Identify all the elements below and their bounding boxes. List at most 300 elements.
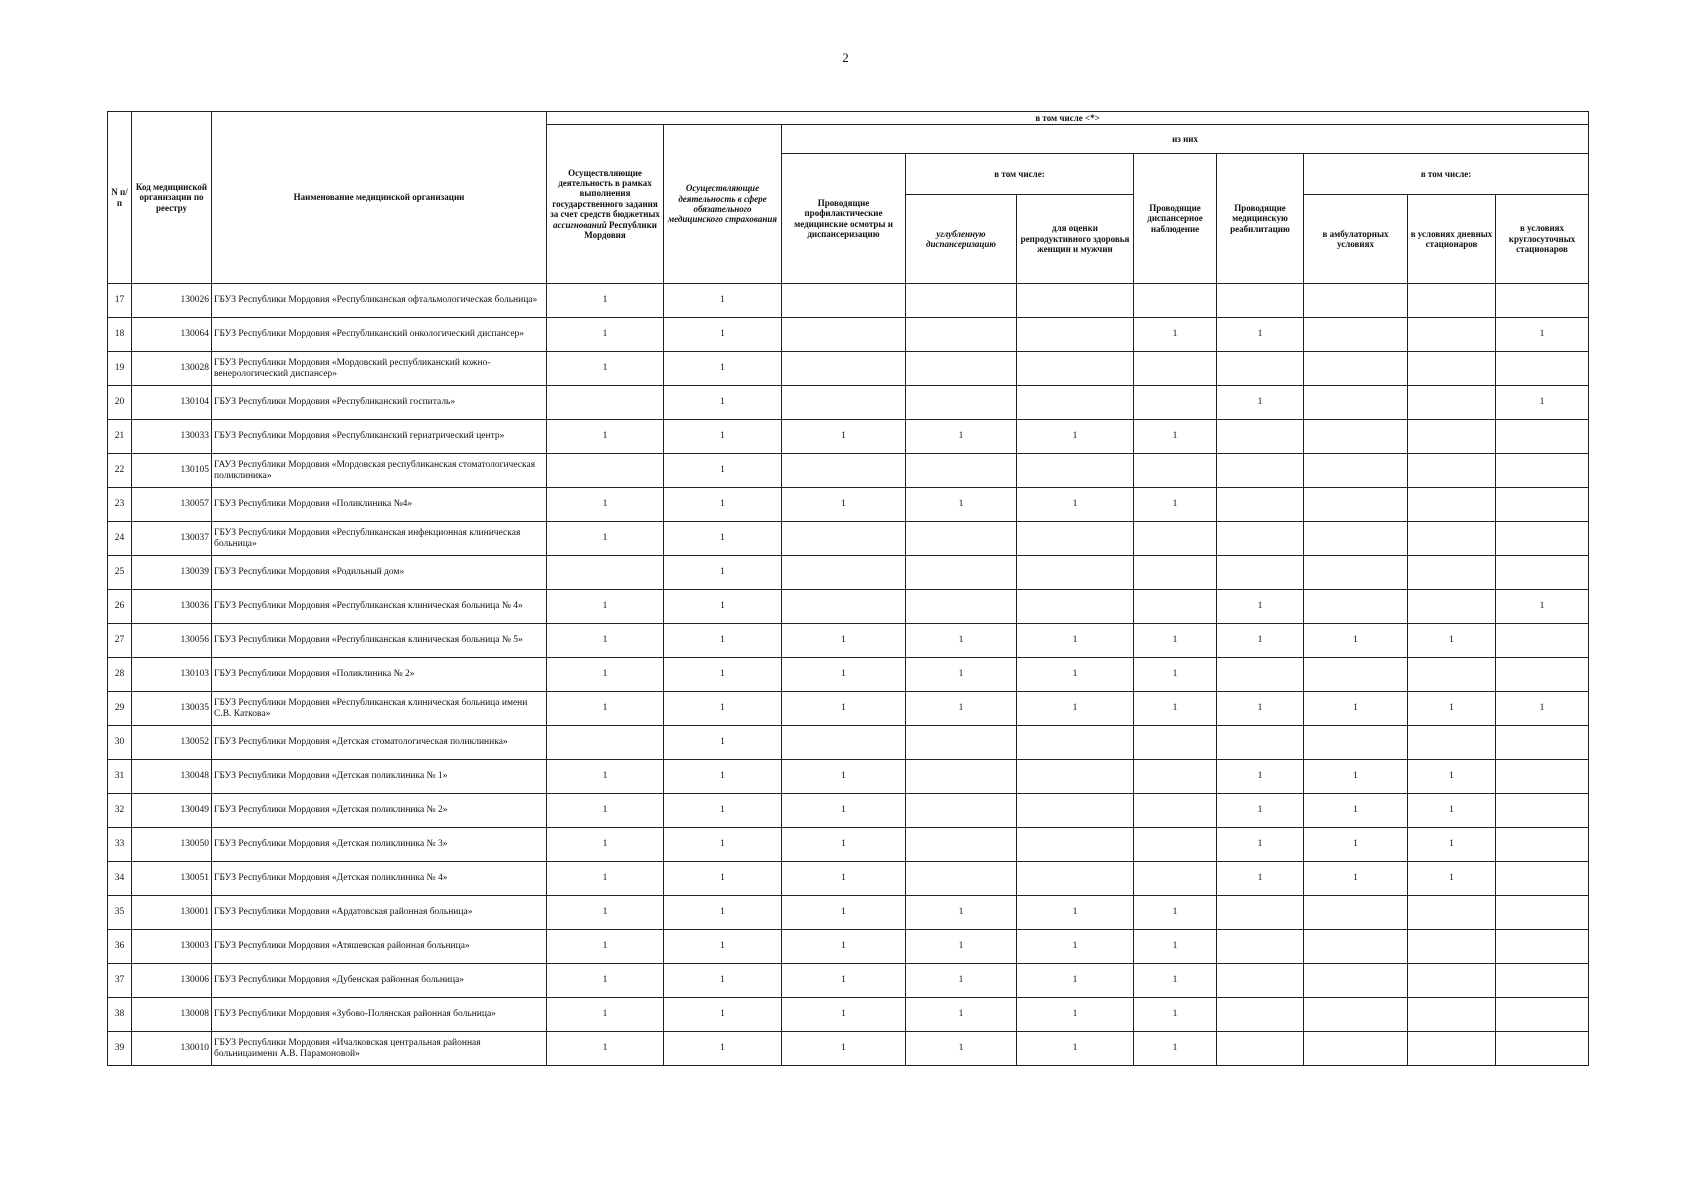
flag-cell: 1 [782, 896, 906, 930]
flag-cell [1496, 964, 1589, 998]
org-code: 130037 [132, 522, 212, 556]
org-code: 130010 [132, 1032, 212, 1066]
flag-cell [1496, 862, 1589, 896]
flag-cell [1217, 1032, 1304, 1066]
flag-cell [1217, 896, 1304, 930]
org-name: ГБУЗ Республики Мордовия «Детская поликлиника № 2» [212, 794, 547, 828]
flag-cell: 1 [664, 556, 782, 590]
row-number: 30 [108, 726, 132, 760]
org-name: ГБУЗ Республики Мордовия «Республиканская клиническая больница имени С.В. Каткова» [212, 692, 547, 726]
header-oms: Осуществляющие деятельность в сфере обязательного медицинского страхования [664, 125, 782, 284]
flag-cell: 1 [547, 692, 664, 726]
org-code: 130051 [132, 862, 212, 896]
table-row [108, 386, 1589, 420]
flag-cell [782, 522, 906, 556]
flag-cell [1408, 930, 1496, 964]
table-row [108, 760, 1589, 794]
flag-cell: 1 [1408, 794, 1496, 828]
flag-cell [906, 386, 1017, 420]
flag-cell [1017, 318, 1134, 352]
table-row [108, 930, 1589, 964]
table-row [108, 454, 1589, 488]
flag-cell [1304, 556, 1408, 590]
org-name: ГБУЗ Республики Мордовия «Детская стоматологическая поликлиника» [212, 726, 547, 760]
flag-cell: 1 [1017, 488, 1134, 522]
flag-cell: 1 [782, 760, 906, 794]
flag-cell [1217, 488, 1304, 522]
flag-cell [782, 386, 906, 420]
flag-cell [1496, 794, 1589, 828]
flag-cell [782, 352, 906, 386]
org-code: 130008 [132, 998, 212, 1032]
row-number: 25 [108, 556, 132, 590]
flag-cell: 1 [1134, 964, 1217, 998]
org-code: 130056 [132, 624, 212, 658]
flag-cell [1496, 998, 1589, 1032]
row-number: 35 [108, 896, 132, 930]
flag-cell [1496, 930, 1589, 964]
flag-cell [1304, 896, 1408, 930]
org-code: 130001 [132, 896, 212, 930]
flag-cell [547, 726, 664, 760]
flag-cell [906, 590, 1017, 624]
flag-cell [1408, 318, 1496, 352]
flag-cell [1304, 726, 1408, 760]
flag-cell [1017, 760, 1134, 794]
flag-cell [906, 522, 1017, 556]
flag-cell [547, 454, 664, 488]
flag-cell [1304, 318, 1408, 352]
flag-cell [1496, 284, 1589, 318]
flag-cell: 1 [1017, 998, 1134, 1032]
flag-cell [1408, 726, 1496, 760]
flag-cell: 1 [1134, 692, 1217, 726]
flag-cell: 1 [1408, 624, 1496, 658]
flag-cell: 1 [664, 454, 782, 488]
flag-cell: 1 [664, 658, 782, 692]
flag-cell: 1 [547, 284, 664, 318]
flag-cell: 1 [547, 624, 664, 658]
flag-cell: 1 [547, 590, 664, 624]
org-name: ГБУЗ Республики Мордовия «Республиканская клиническая больница № 4» [212, 590, 547, 624]
flag-cell [782, 284, 906, 318]
row-number: 18 [108, 318, 132, 352]
header-code: Код медицинской организации по реестру [132, 112, 212, 284]
row-number: 34 [108, 862, 132, 896]
flag-cell: 1 [1017, 930, 1134, 964]
org-name: ГБУЗ Республики Мордовия «Республиканская клиническая больница № 5» [212, 624, 547, 658]
header-name: Наименование медицинской организации [212, 112, 547, 284]
flag-cell: 1 [906, 692, 1017, 726]
flag-cell [1304, 930, 1408, 964]
flag-cell [1496, 522, 1589, 556]
flag-cell [906, 318, 1017, 352]
flag-cell [1017, 828, 1134, 862]
flag-cell: 1 [1134, 896, 1217, 930]
flag-cell: 1 [547, 420, 664, 454]
org-code: 130026 [132, 284, 212, 318]
org-code: 130035 [132, 692, 212, 726]
flag-cell [1496, 726, 1589, 760]
table-row [108, 726, 1589, 760]
flag-cell: 1 [1217, 794, 1304, 828]
header-day: в условиях дневных стационаров [1408, 195, 1496, 284]
org-name: ГБУЗ Республики Мордовия «Дубенская районная больница» [212, 964, 547, 998]
flag-cell [1134, 556, 1217, 590]
flag-cell: 1 [1496, 692, 1589, 726]
header-deep: углубленную диспансеризацию [906, 195, 1017, 284]
flag-cell: 1 [1304, 862, 1408, 896]
flag-cell [1017, 794, 1134, 828]
flag-cell [1496, 488, 1589, 522]
flag-cell: 1 [1134, 998, 1217, 1032]
flag-cell: 1 [547, 964, 664, 998]
flag-cell: 1 [664, 930, 782, 964]
flag-cell: 1 [906, 624, 1017, 658]
flag-cell: 1 [906, 488, 1017, 522]
flag-cell: 1 [1217, 692, 1304, 726]
flag-cell: 1 [1217, 386, 1304, 420]
flag-cell [1304, 522, 1408, 556]
flag-cell: 1 [664, 896, 782, 930]
org-code: 130028 [132, 352, 212, 386]
flag-cell [782, 590, 906, 624]
flag-cell: 1 [664, 862, 782, 896]
flag-cell [1408, 386, 1496, 420]
table-row [108, 488, 1589, 522]
flag-cell: 1 [1217, 862, 1304, 896]
org-code: 130050 [132, 828, 212, 862]
flag-cell [906, 284, 1017, 318]
table-row [108, 896, 1589, 930]
org-code: 130104 [132, 386, 212, 420]
flag-cell: 1 [664, 828, 782, 862]
flag-cell: 1 [547, 896, 664, 930]
flag-cell: 1 [664, 488, 782, 522]
flag-cell [1304, 1032, 1408, 1066]
flag-cell [1017, 284, 1134, 318]
org-name: ГБУЗ Республики Мордовия «Поликлиника №4» [212, 488, 547, 522]
flag-cell: 1 [664, 760, 782, 794]
flag-cell [1304, 386, 1408, 420]
flag-cell: 1 [664, 794, 782, 828]
flag-cell: 1 [1304, 624, 1408, 658]
header-budget: Осуществляющие деятельность в рамках выполнения государственного задания за счет средств бюджетных ассигнований Республики Мордовия [547, 125, 664, 284]
flag-cell [906, 862, 1017, 896]
flag-cell: 1 [906, 1032, 1017, 1066]
flag-cell: 1 [782, 794, 906, 828]
org-name: ГБУЗ Республики Мордовия «Ардатовская районная больница» [212, 896, 547, 930]
org-code: 130006 [132, 964, 212, 998]
row-number: 26 [108, 590, 132, 624]
flag-cell [906, 760, 1017, 794]
header-round: в условиях круглосуточных стационаров [1496, 195, 1589, 284]
flag-cell [1496, 896, 1589, 930]
flag-cell [782, 454, 906, 488]
table-row [108, 318, 1589, 352]
flag-cell: 1 [547, 998, 664, 1032]
table-body [108, 284, 1589, 1066]
header-of-them: из них [782, 125, 1589, 154]
flag-cell: 1 [782, 624, 906, 658]
flag-cell [1017, 726, 1134, 760]
org-name: ГБУЗ Республики Мордовия «Республиканский госпиталь» [212, 386, 547, 420]
flag-cell [1217, 284, 1304, 318]
flag-cell [547, 386, 664, 420]
flag-cell: 1 [664, 318, 782, 352]
flag-cell: 1 [1134, 930, 1217, 964]
flag-cell: 1 [1134, 488, 1217, 522]
flag-cell: 1 [1217, 828, 1304, 862]
flag-cell [1304, 998, 1408, 1032]
row-number: 21 [108, 420, 132, 454]
row-number: 17 [108, 284, 132, 318]
flag-cell [1496, 1032, 1589, 1066]
flag-cell: 1 [547, 930, 664, 964]
table-row [108, 692, 1589, 726]
flag-cell [1496, 624, 1589, 658]
flag-cell: 1 [1134, 318, 1217, 352]
header-num: N п/п [108, 112, 132, 284]
row-number: 27 [108, 624, 132, 658]
row-number: 38 [108, 998, 132, 1032]
table-row [108, 284, 1589, 318]
flag-cell: 1 [1408, 760, 1496, 794]
flag-cell: 1 [1017, 964, 1134, 998]
org-name: ГБУЗ Республики Мордовия «Ичалковская центральная районная больницаимени А.В. Парамоновой» [212, 1032, 547, 1066]
table-row [108, 590, 1589, 624]
flag-cell [1408, 420, 1496, 454]
flag-cell: 1 [1017, 420, 1134, 454]
flag-cell: 1 [547, 522, 664, 556]
flag-cell [906, 352, 1017, 386]
header-incl2: в том числе: [906, 154, 1134, 195]
flag-cell: 1 [782, 828, 906, 862]
flag-cell [547, 556, 664, 590]
flag-cell [1017, 352, 1134, 386]
org-name: ГБУЗ Республики Мордовия «Зубово-Полянская районная больница» [212, 998, 547, 1032]
flag-cell [1408, 1032, 1496, 1066]
table-header [108, 112, 1589, 284]
org-code: 130049 [132, 794, 212, 828]
flag-cell [1134, 760, 1217, 794]
flag-cell [1134, 862, 1217, 896]
flag-cell [1217, 420, 1304, 454]
registry-table [107, 111, 1589, 1066]
org-name: ГАУЗ Республики Мордовия «Мордовская республиканская стоматологическая поликлиника» [212, 454, 547, 488]
flag-cell [1408, 522, 1496, 556]
table-row [108, 794, 1589, 828]
flag-cell: 1 [782, 862, 906, 896]
flag-cell [1304, 488, 1408, 522]
org-code: 130103 [132, 658, 212, 692]
flag-cell [1496, 454, 1589, 488]
flag-cell [1304, 590, 1408, 624]
flag-cell: 1 [664, 726, 782, 760]
flag-cell: 1 [664, 352, 782, 386]
flag-cell [1408, 998, 1496, 1032]
flag-cell [1217, 522, 1304, 556]
flag-cell: 1 [782, 488, 906, 522]
org-code: 130036 [132, 590, 212, 624]
org-code: 130064 [132, 318, 212, 352]
flag-cell: 1 [664, 624, 782, 658]
flag-cell [1134, 352, 1217, 386]
flag-cell: 1 [664, 692, 782, 726]
flag-cell: 1 [547, 318, 664, 352]
flag-cell: 1 [1304, 692, 1408, 726]
org-name: ГБУЗ Республики Мордовия «Детская поликлиника № 1» [212, 760, 547, 794]
flag-cell: 1 [906, 964, 1017, 998]
row-number: 37 [108, 964, 132, 998]
flag-cell: 1 [664, 590, 782, 624]
flag-cell [1134, 828, 1217, 862]
flag-cell: 1 [1408, 692, 1496, 726]
table-row [108, 828, 1589, 862]
flag-cell [1217, 556, 1304, 590]
flag-cell: 1 [1217, 318, 1304, 352]
flag-cell [1217, 658, 1304, 692]
flag-cell [1017, 386, 1134, 420]
org-name: ГБУЗ Республики Мордовия «Республиканский онкологический диспансер» [212, 318, 547, 352]
flag-cell: 1 [1134, 658, 1217, 692]
flag-cell [1496, 556, 1589, 590]
table-row [108, 522, 1589, 556]
flag-cell [1408, 454, 1496, 488]
org-code: 130039 [132, 556, 212, 590]
header-prof: Проводящие профилактические медицинские осмотры и диспансеризацию [782, 154, 906, 284]
org-name: ГБУЗ Республики Мордовия «Атяшевская районная больница» [212, 930, 547, 964]
org-name: ГБУЗ Республики Мордовия «Поликлиника № 2» [212, 658, 547, 692]
flag-cell: 1 [782, 420, 906, 454]
flag-cell: 1 [664, 998, 782, 1032]
flag-cell [906, 794, 1017, 828]
flag-cell [1496, 352, 1589, 386]
flag-cell: 1 [1408, 828, 1496, 862]
org-name: ГБУЗ Республики Мордовия «Родильный дом» [212, 556, 547, 590]
flag-cell: 1 [906, 998, 1017, 1032]
table-row [108, 964, 1589, 998]
flag-cell: 1 [1017, 896, 1134, 930]
org-name: ГБУЗ Республики Мордовия «Детская поликлиника № 3» [212, 828, 547, 862]
flag-cell [1496, 420, 1589, 454]
flag-cell [1408, 590, 1496, 624]
flag-cell: 1 [906, 930, 1017, 964]
flag-cell: 1 [782, 692, 906, 726]
flag-cell [1408, 284, 1496, 318]
flag-cell [1217, 998, 1304, 1032]
flag-cell [1134, 454, 1217, 488]
org-name: ГБУЗ Республики Мордовия «Детская поликлиника № 4» [212, 862, 547, 896]
flag-cell: 1 [547, 658, 664, 692]
org-name: ГБУЗ Республики Мордовия «Республиканский гериатрический центр» [212, 420, 547, 454]
flag-cell [1134, 522, 1217, 556]
flag-cell: 1 [547, 862, 664, 896]
flag-cell [906, 828, 1017, 862]
flag-cell [782, 556, 906, 590]
org-name: ГБУЗ Республики Мордовия «Республиканская офтальмологическая больница» [212, 284, 547, 318]
row-number: 23 [108, 488, 132, 522]
flag-cell: 1 [1304, 828, 1408, 862]
row-number: 28 [108, 658, 132, 692]
row-number: 24 [108, 522, 132, 556]
flag-cell [1217, 454, 1304, 488]
flag-cell: 1 [782, 658, 906, 692]
flag-cell: 1 [1134, 420, 1217, 454]
header-incl3: в том числе: [1304, 154, 1589, 195]
flag-cell: 1 [1304, 760, 1408, 794]
flag-cell: 1 [1217, 624, 1304, 658]
flag-cell: 1 [1134, 1032, 1217, 1066]
flag-cell [1017, 556, 1134, 590]
table-row [108, 998, 1589, 1032]
flag-cell [1134, 726, 1217, 760]
flag-cell [906, 726, 1017, 760]
flag-cell: 1 [547, 760, 664, 794]
flag-cell: 1 [547, 828, 664, 862]
header-disp: Проводящие диспансерное наблюдение [1134, 154, 1217, 284]
table-row [108, 420, 1589, 454]
org-name: ГБУЗ Республики Мордовия «Мордовский республиканский кожно-венерологический диспансер» [212, 352, 547, 386]
flag-cell: 1 [1017, 658, 1134, 692]
flag-cell [1134, 590, 1217, 624]
org-name: ГБУЗ Республики Мордовия «Республиканская инфекционная клиническая больница» [212, 522, 547, 556]
flag-cell [1408, 964, 1496, 998]
flag-cell [782, 726, 906, 760]
flag-cell: 1 [1408, 862, 1496, 896]
flag-cell: 1 [782, 964, 906, 998]
flag-cell [1496, 828, 1589, 862]
flag-cell: 1 [664, 386, 782, 420]
row-number: 36 [108, 930, 132, 964]
flag-cell: 1 [1496, 590, 1589, 624]
flag-cell: 1 [547, 488, 664, 522]
header-rehab: Проводящие медицинскую реабилитацию [1217, 154, 1304, 284]
flag-cell: 1 [664, 1032, 782, 1066]
flag-cell [1408, 556, 1496, 590]
flag-cell [1304, 964, 1408, 998]
row-number: 33 [108, 828, 132, 862]
flag-cell: 1 [547, 1032, 664, 1066]
flag-cell [1496, 658, 1589, 692]
table-row [108, 862, 1589, 896]
flag-cell: 1 [1496, 386, 1589, 420]
row-number: 19 [108, 352, 132, 386]
table-row [108, 624, 1589, 658]
flag-cell [1304, 352, 1408, 386]
row-number: 31 [108, 760, 132, 794]
flag-cell: 1 [1496, 318, 1589, 352]
flag-cell [1496, 760, 1589, 794]
flag-cell [1408, 658, 1496, 692]
flag-cell: 1 [782, 930, 906, 964]
org-code: 130057 [132, 488, 212, 522]
flag-cell [1017, 590, 1134, 624]
flag-cell: 1 [1017, 692, 1134, 726]
flag-cell: 1 [906, 896, 1017, 930]
org-code: 130048 [132, 760, 212, 794]
flag-cell: 1 [1017, 624, 1134, 658]
flag-cell [1217, 930, 1304, 964]
org-code: 130052 [132, 726, 212, 760]
flag-cell [906, 556, 1017, 590]
flag-cell [1217, 726, 1304, 760]
row-number: 20 [108, 386, 132, 420]
row-number: 39 [108, 1032, 132, 1066]
row-number: 22 [108, 454, 132, 488]
flag-cell [1408, 896, 1496, 930]
flag-cell: 1 [664, 964, 782, 998]
